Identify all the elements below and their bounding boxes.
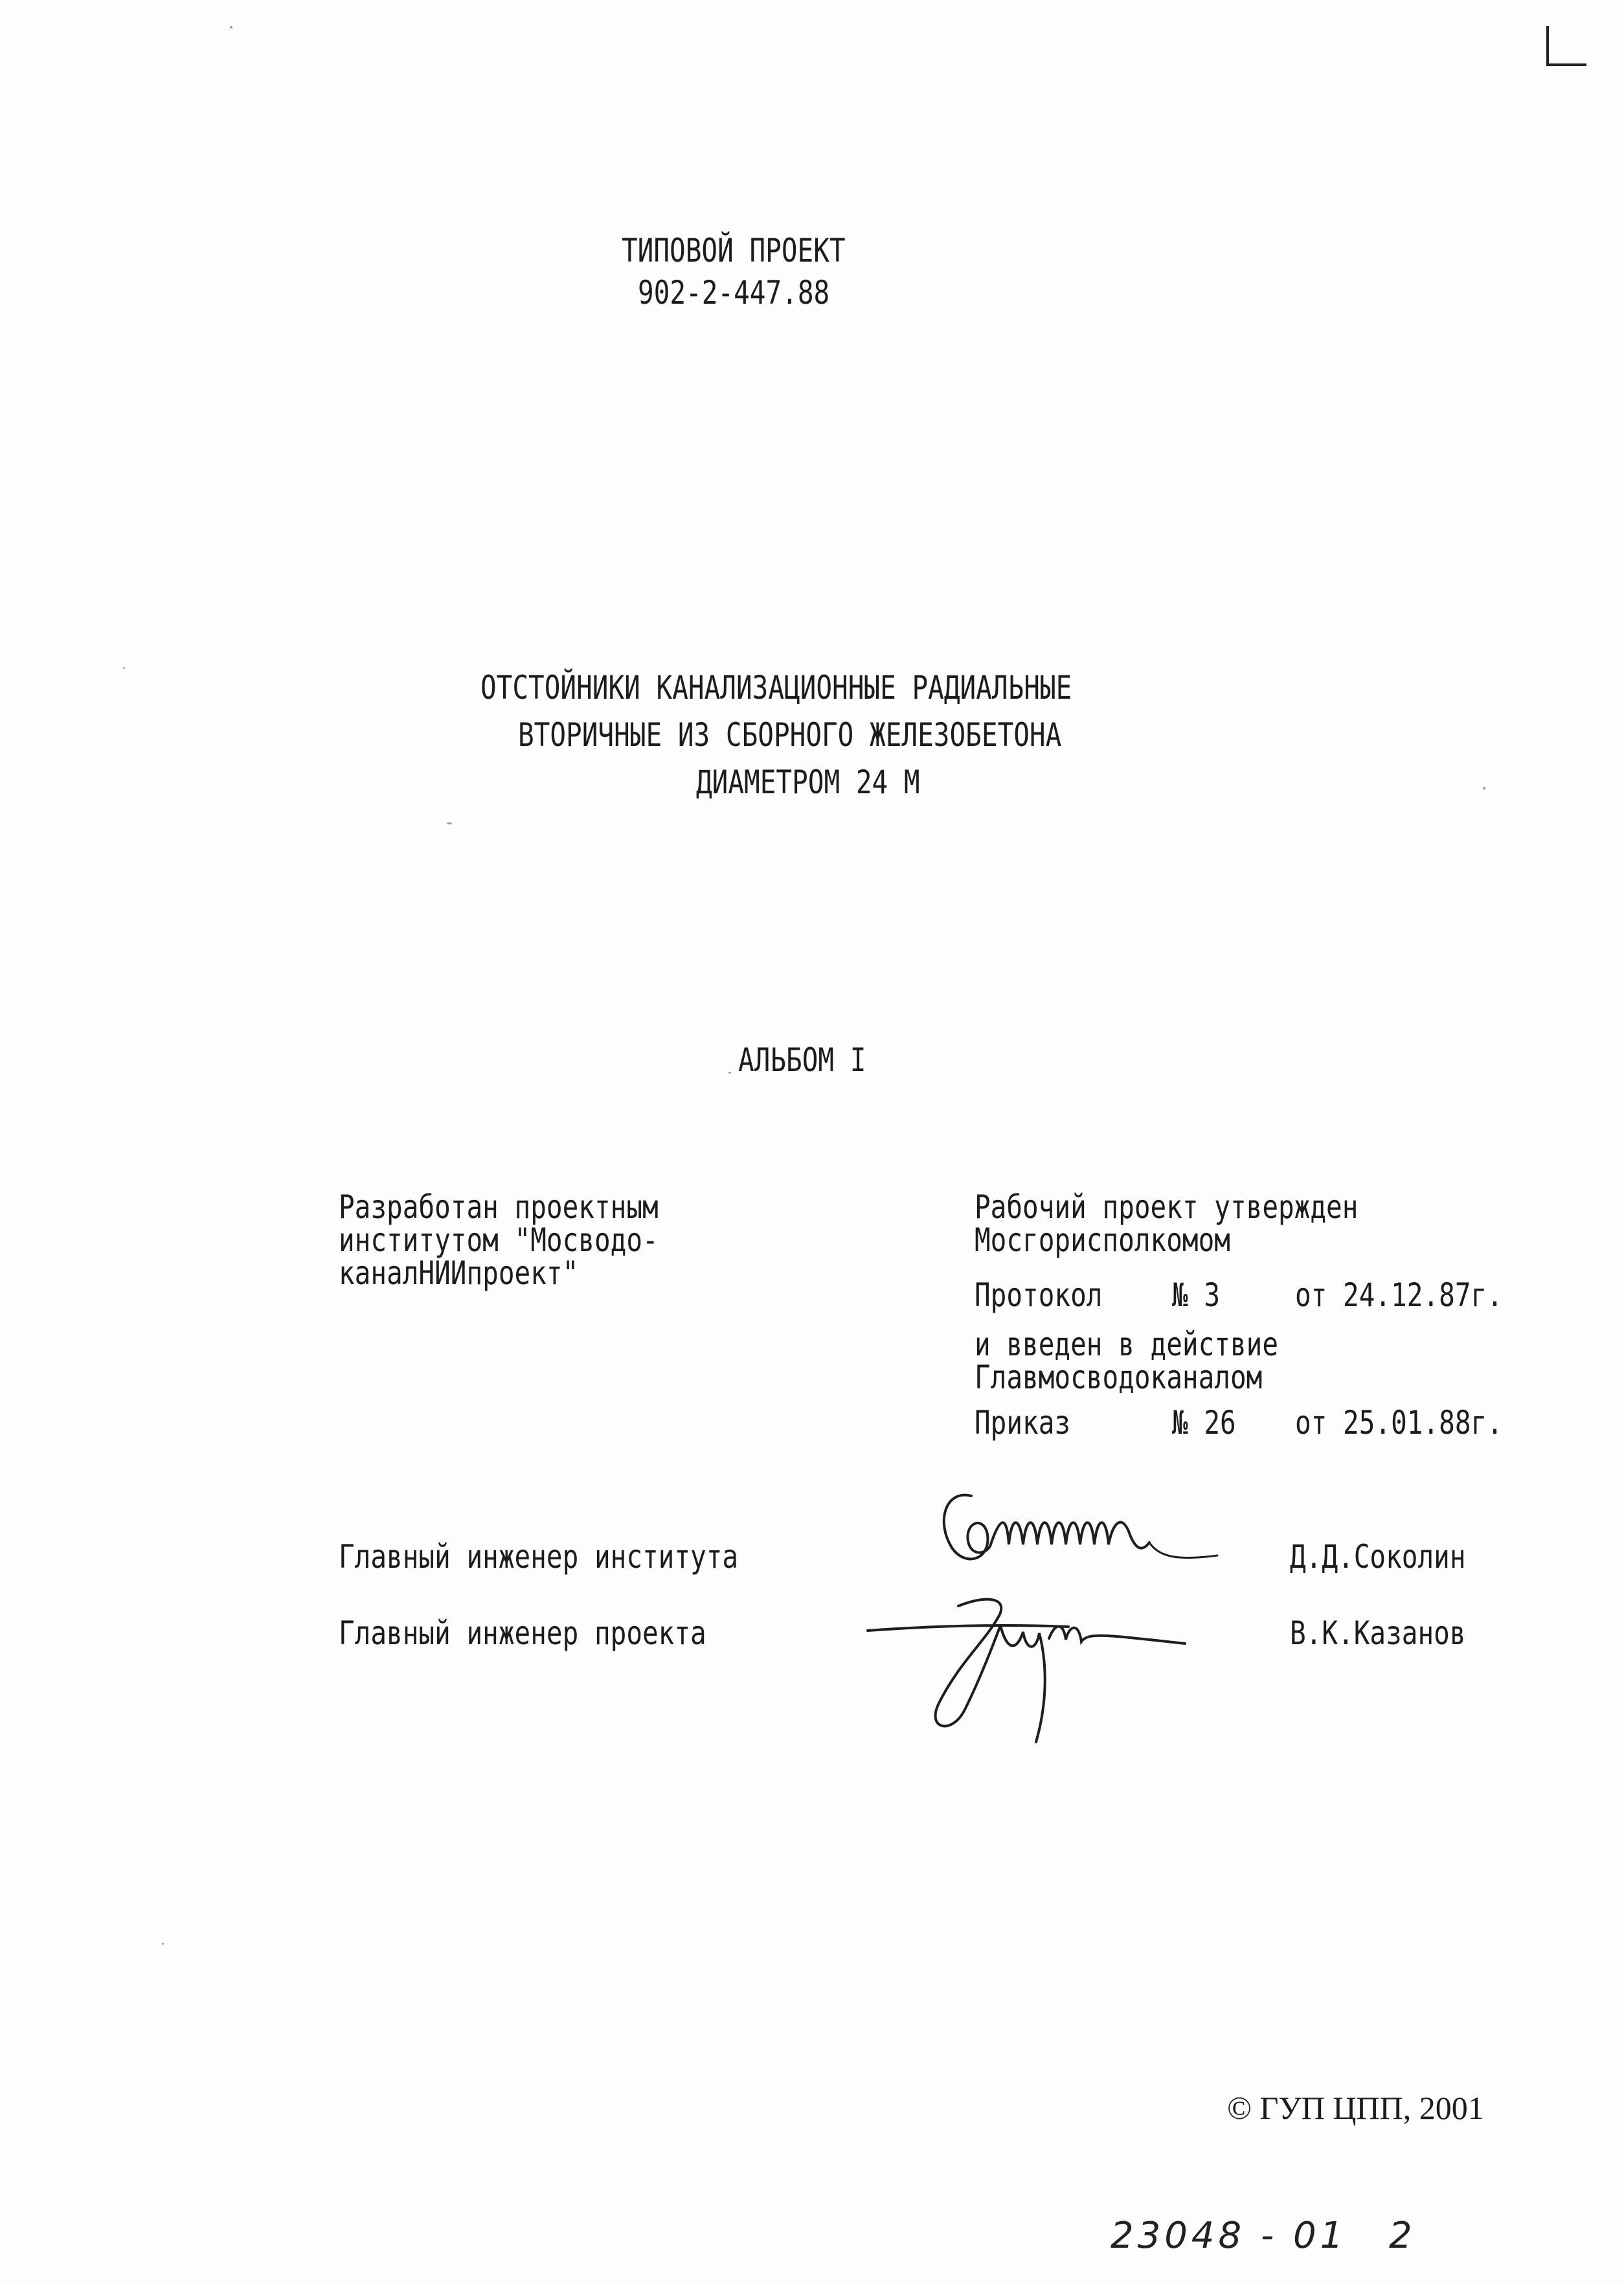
developer-line-2: институтом "Мосводо- <box>339 1221 659 1259</box>
approval-line-4: и введен в действие <box>975 1326 1279 1363</box>
order-number: № 26 <box>1172 1404 1236 1442</box>
approval-line-2: Мосгорисполкомом <box>975 1221 1230 1259</box>
title-line-1: ОТСТОЙНИКИ КАНАЛИЗАЦИОННЫЕ РАДИАЛЬНЫЕ <box>480 669 1072 707</box>
title-line-2: ВТОРИЧНЫЕ ИЗ СБОРНОГО ЖЕЛЕЗОБЕТОНА <box>518 716 1062 754</box>
protocol-label: Протокол <box>975 1276 1103 1314</box>
inventory-page: 2 <box>1389 2215 1416 2257</box>
protocol-number: № 3 <box>1172 1276 1221 1314</box>
corner-mark <box>1546 26 1586 66</box>
signature-name-2: В.К.Казанов <box>1290 1614 1466 1652</box>
scan-speck <box>123 667 125 669</box>
signature-role-1: Главный инженер института <box>339 1538 739 1576</box>
order-date: от 25.01.88г. <box>1295 1404 1503 1442</box>
protocol-date: от 24.12.87г. <box>1295 1276 1503 1314</box>
signature-role-2: Главный инженер проекта <box>339 1614 706 1652</box>
scan-speck <box>230 26 232 28</box>
signature-name-1: Д.Д.Соколин <box>1290 1538 1466 1576</box>
scan-speck <box>162 1943 164 1945</box>
approval-line-1: Рабочий проект утвержден <box>975 1188 1359 1226</box>
title-line-3: ДИАМЕТРОМ 24 М <box>696 763 920 801</box>
project-number: 902-2-447.88 <box>638 274 830 311</box>
scan-speck <box>728 1072 731 1074</box>
approval-line-5: Главмосводоканалом <box>975 1359 1263 1396</box>
scan-speck <box>447 822 452 824</box>
project-type-heading: ТИПОВОЙ ПРОЕКТ <box>622 232 846 269</box>
developer-line-1: Разработан проектным <box>339 1188 659 1226</box>
signature-kazanov-image <box>861 1580 1224 1761</box>
developer-line-3: каналНИИпроект" <box>339 1254 579 1292</box>
order-label: Приказ <box>975 1404 1071 1442</box>
scan-speck <box>1483 787 1485 789</box>
copyright-notice: © ГУП ЦПП, 2001 <box>1227 2090 1484 2126</box>
signature-sokolin-image <box>926 1470 1289 1587</box>
inventory-number: 23048 - 01 <box>1111 2215 1348 2257</box>
album-label: АЛЬБОМ I <box>738 1041 866 1079</box>
